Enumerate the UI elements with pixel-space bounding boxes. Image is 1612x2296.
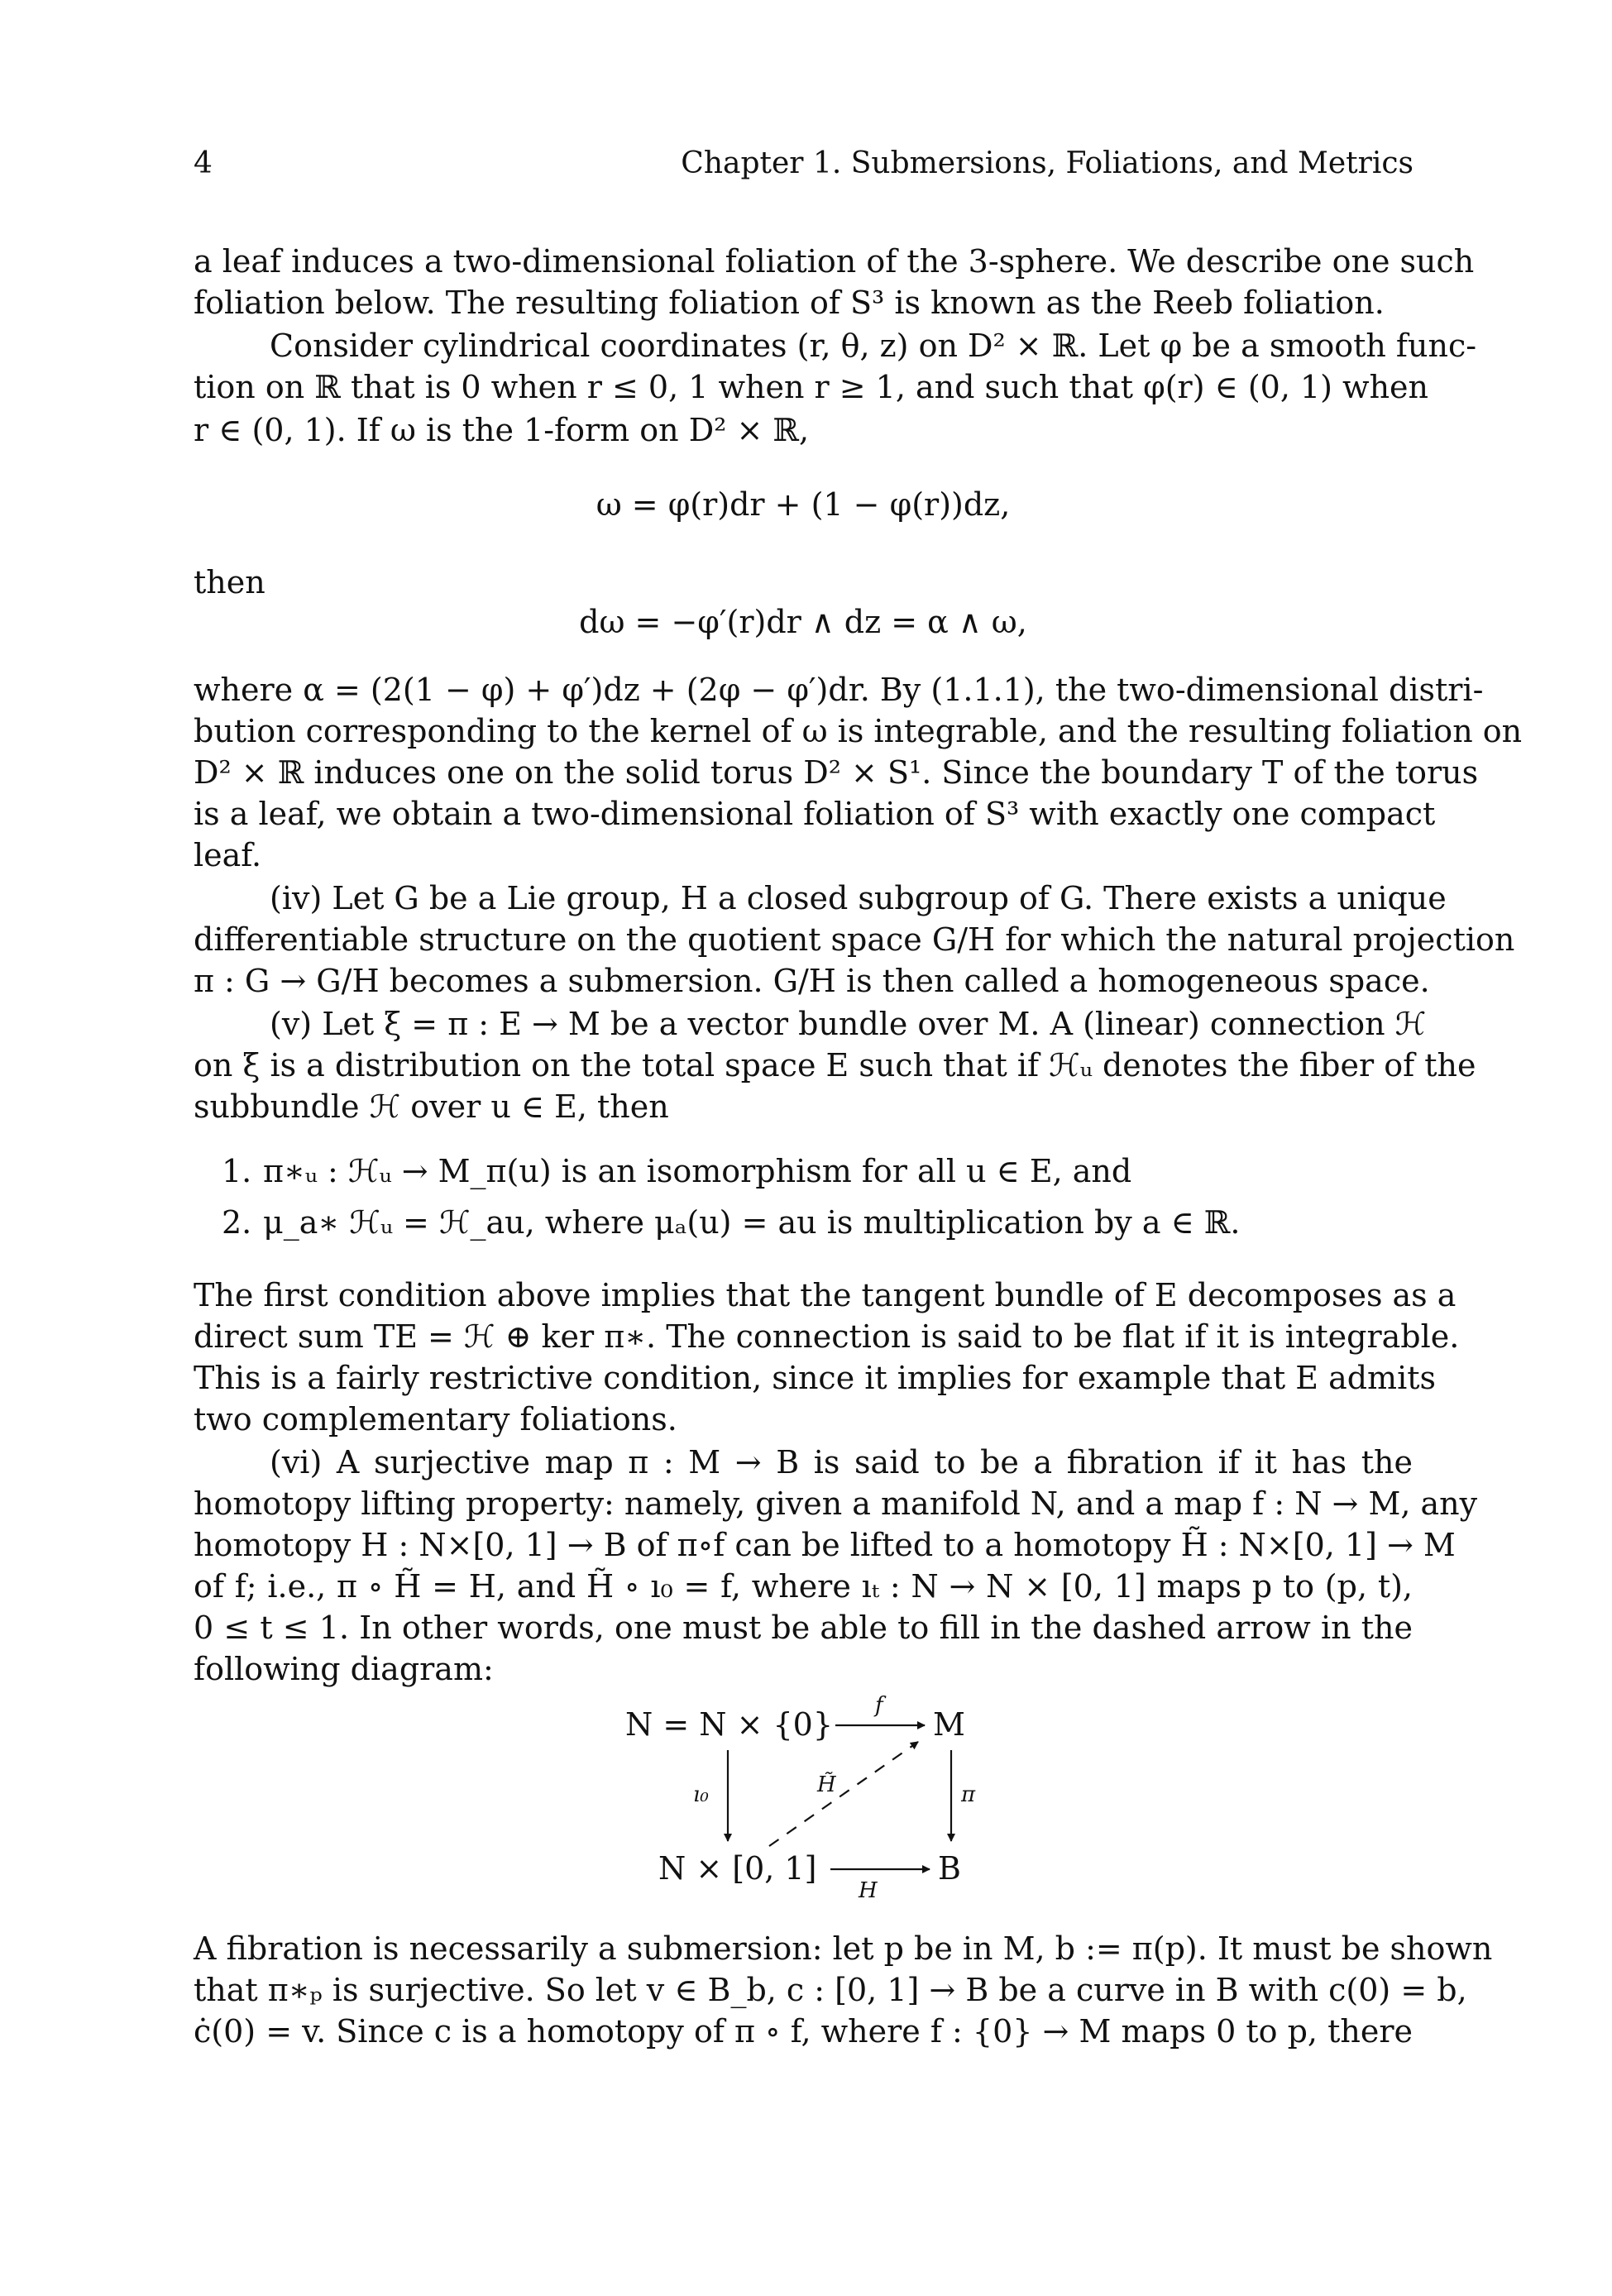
text-line: following diagram: [194, 1651, 494, 1687]
arrow-label-f: f [875, 1693, 883, 1718]
text-line: 0 ≤ t ≤ 1. In other words, one must be able to fill in the dashed arrow in the [194, 1610, 1413, 1646]
text-line: (v) Let ξ = π : E → M be a vector bundle over M. A (linear) connection ℋ [270, 1006, 1427, 1042]
diagram-node-top-right: M [933, 1706, 965, 1743]
list-text: μ_a∗ ℋᵤ = ℋ_au, where μₐ(u) = au is multiplication by a ∈ ℝ. [263, 1204, 1241, 1241]
chapter-title: Chapter 1. Submersions, Foliations, and Metrics [681, 146, 1413, 180]
page-number: 4 [194, 146, 213, 180]
text-line: (iv) Let G be a Lie group, H a closed subgroup of G. There exists a unique [270, 880, 1447, 916]
text-line: homotopy H : N×[0, 1] → B of π∘f can be lifted to a homotopy H̃ : N×[0, 1] → M [194, 1527, 1456, 1563]
text-line: direct sum TE = ℋ ⊕ ker π∗. The connection is said to be flat if it is integrable. [194, 1318, 1460, 1355]
text-line: that π∗ₚ is surjective. So let v ∈ B_b, c : [0, 1] → B be a curve in B with c(0) = b, [194, 1972, 1467, 2008]
diagram-node-bottom-left: N × [0, 1] [658, 1850, 817, 1887]
text-line: on ξ is a distribution on the total space E such that if ℋᵤ denotes the fiber of the [194, 1047, 1476, 1083]
text-line: homotopy lifting property: namely, given a manifold N, and a map f : N → M, any [194, 1485, 1478, 1522]
text-line: a leaf induces a two-dimensional foliation of the 3-sphere. We describe one such [194, 243, 1475, 280]
text-line: Consider cylindrical coordinates (r, θ, z) on D² × ℝ. Let φ be a smooth func- [270, 328, 1477, 364]
text-line: then [194, 564, 265, 600]
text-line: ċ(0) = v. Since c is a homotopy of π ∘ f, where f : {0} → M maps 0 to p, there [194, 2013, 1413, 2050]
text-line: leaf. [194, 837, 262, 873]
text-line: subbundle ℋ over u ∈ E, then [194, 1088, 669, 1125]
text-line: π : G → G/H becomes a submersion. G/H is then called a homogeneous space. [194, 963, 1430, 999]
text-line: bution corresponding to the kernel of ω is integrable, and the resulting foliation on [194, 713, 1523, 749]
diagram-node-top-left: N = N × {0} [625, 1706, 834, 1743]
text-line: where α = (2(1 − φ) + φ′)dz + (2φ − φ′)dr. By (1.1.1), the two-dimensional distri- [194, 672, 1484, 708]
text-line: (vi) A surjective map π : M → B is said to be a fibration if it has the [270, 1444, 1413, 1480]
list-number: 2. [222, 1204, 252, 1241]
text-line: foliation below. The resulting foliation of S³ is known as the Reeb foliation. [194, 285, 1385, 321]
text-line: The first condition above implies that the tangent bundle of E decomposes as a [194, 1277, 1457, 1313]
arrow-label-h: H [859, 1878, 878, 1903]
arrow-label-i0: ı₀ [693, 1782, 709, 1807]
equation-omega: ω = φ(r)dr + (1 − φ(r))dz, [596, 486, 1011, 523]
text-line: tion on ℝ that is 0 when r ≤ 0, 1 when r ≥ 1, and such that φ(r) ∈ (0, 1) when [194, 369, 1429, 405]
arrow-label-htilde: H̃ [817, 1772, 836, 1797]
arrow-label-pi: π [961, 1782, 976, 1807]
text-line: r ∈ (0, 1). If ω is the 1-form on D² × ℝ, [194, 412, 810, 448]
text-line: two complementary foliations. [194, 1401, 677, 1437]
text-line: is a leaf, we obtain a two-dimensional foliation of S³ with exactly one compact [194, 796, 1436, 832]
equation-domega: dω = −φ′(r)dr ∧ dz = α ∧ ω, [579, 604, 1027, 640]
text-line: This is a fairly restrictive condition, since it implies for example that E admits [194, 1360, 1437, 1396]
list-number: 1. [222, 1153, 252, 1189]
diagram-node-bottom-right: B [938, 1850, 961, 1887]
text-line: of f; i.e., π ∘ H̃ = H, and H̃ ∘ ı₀ = f, where ıₜ : N → N × [0, 1] maps p to (p, t), [194, 1568, 1413, 1605]
text-line: A fibration is necessarily a submersion: let p be in M, b := π(p). It must be shown [194, 1930, 1493, 1967]
text-line: differentiable structure on the quotient space G/H for which the natural projection [194, 921, 1515, 958]
arrow-diagonal-dashed [769, 1742, 918, 1846]
list-text: π∗ᵤ : ℋᵤ → M_π(u) is an isomorphism for all u ∈ E, and [263, 1153, 1132, 1189]
text-line: D² × ℝ induces one on the solid torus D² × S¹. Since the boundary T of the torus [194, 754, 1479, 791]
